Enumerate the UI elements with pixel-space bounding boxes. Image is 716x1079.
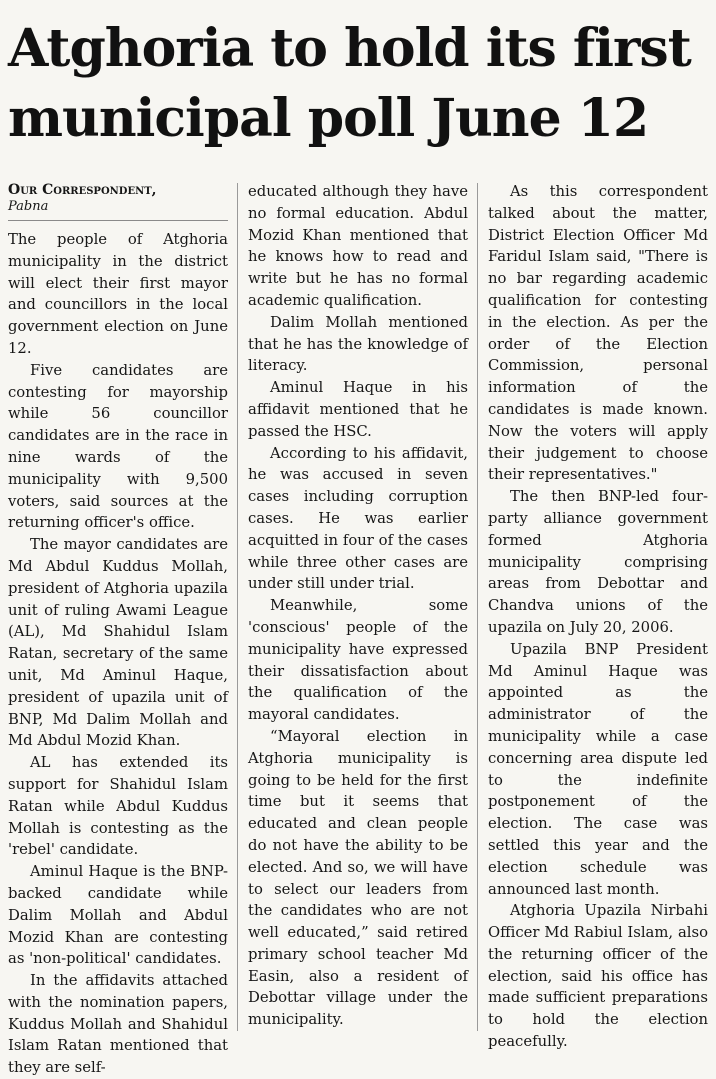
column-2 [248,181,468,1031]
paragraph: The mayor candidates are Md Abdul Kuddus Mollah, president of Atghoria upazila unit of ruling Awami League (AL), Md Shahidul Islam Ratan, secretary of the same unit, Md Aminul Haque, president of upazila unit of BNP, Md Dalim Mollah and Md Abdul Mozid Khan. [8,536,228,750]
column-divider [237,183,238,1031]
paragraph: Aminul Haque is the BNP-backed candidate while Dalim Mollah and Abdul Mozid Khan are contesting as 'non-political' candidates. [8,863,228,968]
paragraph: Meanwhile, some 'conscious' people of the municipality have expressed their dissatisfaction about the qualification of the mayoral candidates. [248,597,468,724]
paragraph: As this correspondent talked about the matter, District Election Officer Md Faridul Islam said, "There is no bar regarding academic qualification for contesting in the election. As per the order of the Election Commission, personal information of the candidates is made known. Now the voters will apply their judgement to choose their representatives." [488,183,708,484]
paragraph: AL has extended its support for Shahidul Islam Ratan while Abdul Kuddus Mollah is contesting as the 'rebel' candidate. [8,754,228,859]
paragraph: The people of Atghoria municipality in the district will elect their first mayor and councillors in the local government election on June 12. [8,231,228,357]
column-1 [8,181,228,1079]
byline-name: Our Correspondent, [8,182,157,198]
byline-place: Pabna [8,199,49,214]
paragraph: The then BNP-led four-party alliance government formed Atghoria municipality comprising areas from Debottar and Chandva unions of the upazila on July 20, 2006. [488,488,708,636]
column-divider [477,183,478,1031]
paragraph: “Mayoral election in Atghoria municipality is going to be held for the first time but it seems that educated and clean people do not have the ability to be elected. And so, we will have to select our leaders from the candidates who are not well educated,” said retired primary school teacher Md Easin, also a resident of Debottar village under the municipality. [248,727,468,1029]
headline: Atghoria to hold its first municipal poll June 12 [8,18,691,149]
byline [8,181,228,221]
paragraph: In the affidavits attached with the nomination papers, Kuddus Mollah and Shahidul Islam Ratan mentioned that they are self- [8,972,228,1077]
paragraph: Dalim Mollah mentioned that he has the knowledge of literacy. [248,313,468,375]
paragraph: According to his affidavit, he was accused in seven cases including corruption cases. He was earlier acquitted in four of the cases while three other cases are under still under trial. [248,444,468,593]
paragraph: Upazila BNP President Md Aminul Haque was appointed as the administrator of the municipality while a case concerning area dispute led to the indefinite postponement of the election. The case was settled this year and the election schedule was announced last month. [488,640,708,898]
paragraph: educated although they have no formal education. Abdul Mozid Khan mentioned that he knows how to read and write but he has no formal academic qualification. [248,183,468,309]
paragraph: Five candidates are contesting for mayorship while 56 councillor candidates are in the race in nine wards of the municipality with 9,500 voters, said sources at the returning officer's office. [8,361,228,532]
paragraph: Atghoria Upazila Nirbahi Officer Md Rabiul Islam, also the returning officer of the election, said his office has made sufficient preparations to hold the election peacefully. [488,902,708,1051]
paragraph: Aminul Haque in his affidavit mentioned that he passed the HSC. [248,379,468,440]
column-3 [488,181,708,1053]
